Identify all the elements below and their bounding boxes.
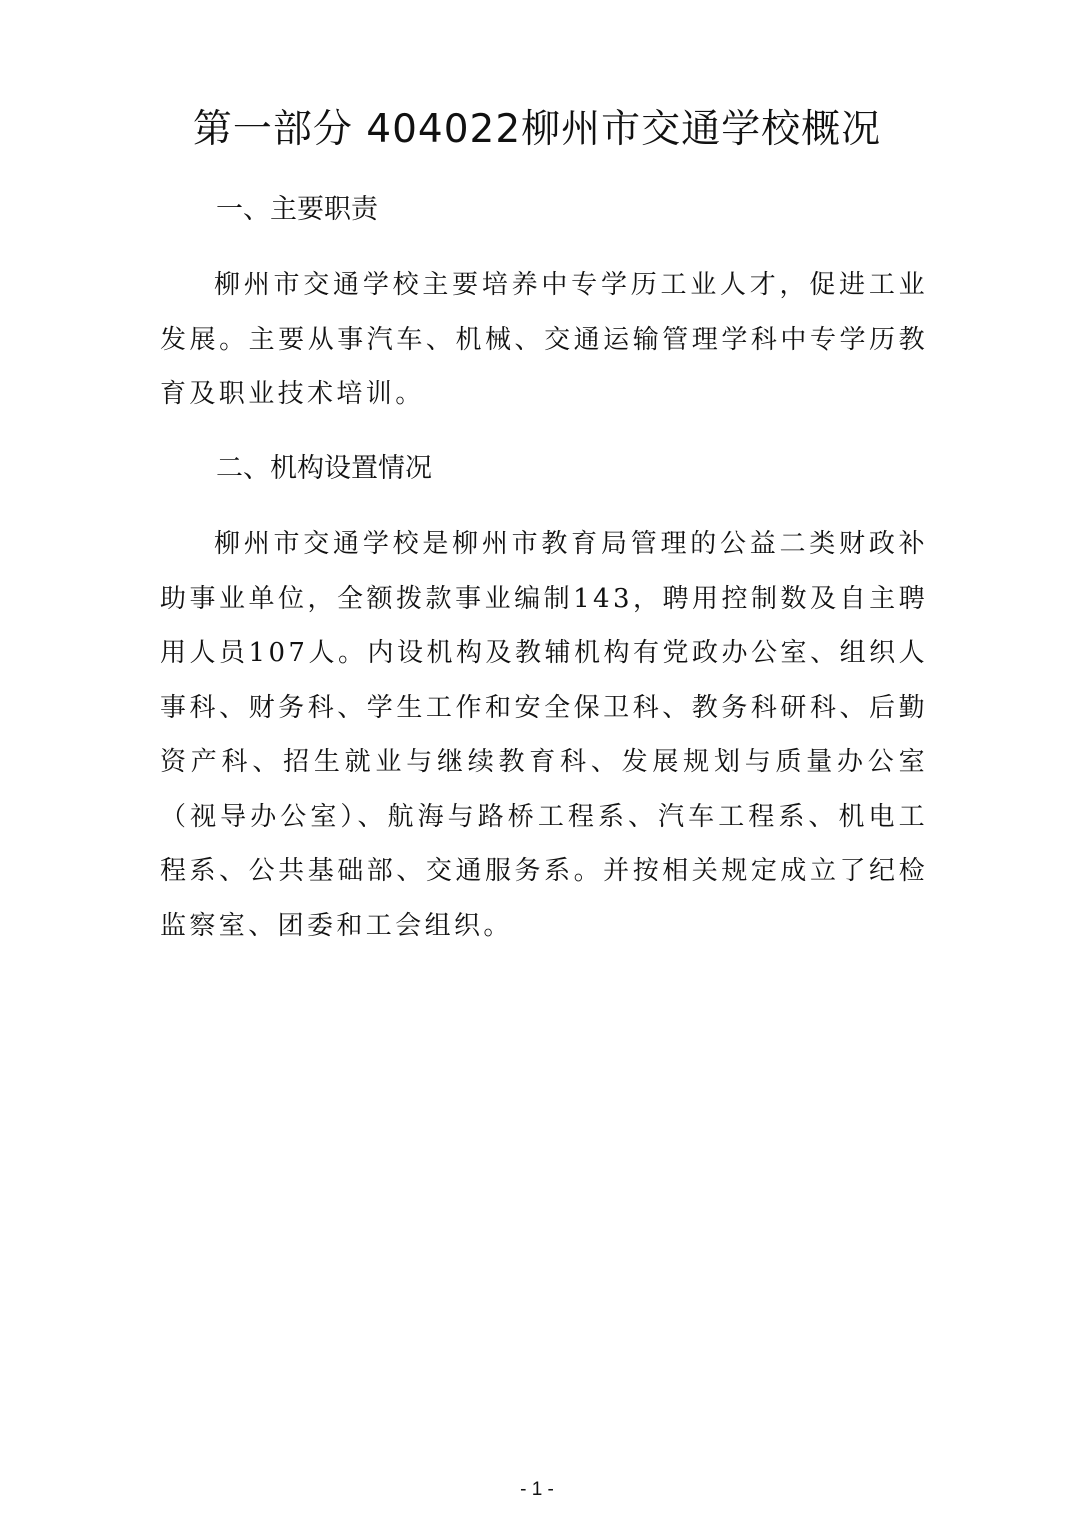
section-heading-main-duties: 一、主要职责 bbox=[216, 194, 378, 225]
section-paragraph-main-duties: 柳州市交通学校主要培养中专学历工业人才，促进工业发展。主要从事汽车、机械、交通运输管理学科中专学历教育及职业技术培训。 bbox=[160, 270, 928, 409]
page-number: - 1 - bbox=[520, 1479, 554, 1500]
section-heading-organization: 二、机构设置情况 bbox=[216, 453, 432, 484]
page-title: 第一部分 404022柳州市交通学校概况 bbox=[192, 107, 882, 152]
section-paragraph-organization: 柳州市交通学校是柳州市教育局管理的公益二类财政补助事业单位，全额拨款事业编制143，聘用控制数及自主聘用人员107人。内设机构及教辅机构有党政办公室、组织人事科、财务科、学生工作和安全保卫科、教务科研科、后勤资产科、招生就业与继续教育科、发展规划与质量办公室（视导办公室）、航海与路桥工程系、汽车工程系、机电工程系、公共基础部、交通服务系。并按相关规定成立了纪检监察室、团委和工会组织。 bbox=[160, 529, 928, 941]
